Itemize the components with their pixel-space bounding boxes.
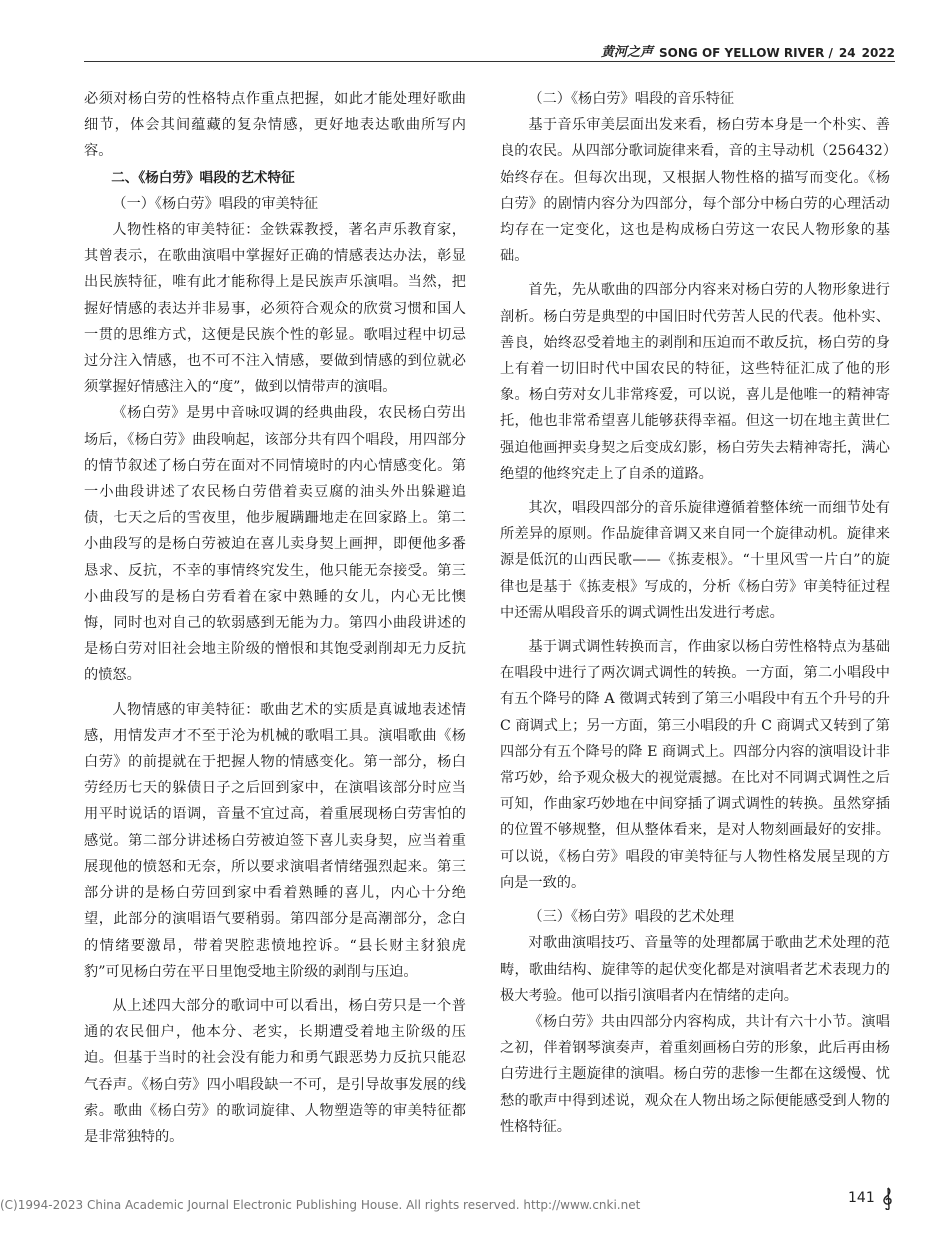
copyright-footer: (C)1994-2023 China Academic Journal Electronic Publishing House. All rights reserved. http://www.cnki.net [0,1198,641,1212]
header-rule [84,61,895,62]
treble-clef-icon [881,1186,895,1210]
subsection-heading: （一）《杨白劳》唱段的审美特征 [112,195,319,212]
paragraph: 人物性格的审美特征：金铁霖教授，著名声乐教育家，其曾表示，在歌曲演唱中掌握好正确的情感表达办法，彰显出民族特征，唯有此才能称得上是民族声乐演唱。当然，把握好情感的表达并非易事，必须符合观众的欣赏习惯和国人一贯的思维方式，这便是民族个性的彰显。歌唱过程中切忌过分注入情感，也不可不注入情感，要做到情感的到位就必须掌握好情感注入的“度”，做到以情带声的演唱。 [84,222,466,396]
paragraph: 基于音乐审美层面出发来看，杨白劳本身是一个朴实、善良的农民。从四部分歌词旋律来看，音的主导动机（256432）始终存在。但每次出现，又根据人物性格的描写而变化。《杨白劳》的剧情内容分为四部分，每个部分中杨白劳的心理活动均存在一定变化，这也是构成杨白劳这一农民人物形象的基础。 [500,117,890,265]
issue-number: 24 [838,46,856,60]
right-column [500,86,890,1140]
left-column [84,86,466,1150]
paragraph: 必须对杨白劳的性格特点作重点把握，如此才能处理好歌曲细节，体会其间蕴藏的复杂情感，更好地表达歌曲所写内容。 [84,91,466,160]
paragraph: 《杨白劳》共由四部分内容构成，共计有六十小节。演唱之初，伴着钢琴演奏声，着重刻画杨白劳的形象，此后再由杨白劳进行主题旋律的演唱。杨白劳的悲惨一生都在这缓慢、忧愁的歌声中得到述说，观众在人物出场之际便能感受到人物的性格特征。 [500,1013,890,1135]
subsection-heading: （三）《杨白劳》唱段的艺术处理 [528,909,735,926]
issue-year: 2022 [861,46,895,60]
page-number-block [848,1186,895,1210]
subsection-heading: （二）《杨白劳》唱段的音乐特征 [528,91,735,107]
paragraph: 其次，唱段四部分的音乐旋律遵循着整体统一而细节处有所差异的原则。作品旋律音调又来自同一个旋律动机。旋律来源是低沉的山西民歌——《拣麦根》。“十里风雪一片白”的旋律也是基于《拣麦根》写成的，分析《杨白劳》审美特征过程中还需从唱段音乐的调式调性出发进行考虑。 [500,500,890,621]
paragraph: 从上述四大部分的歌词中可以看出，杨白劳只是一个普通的农民佃户，他本分、老实，长期遭受着地主阶级的压迫。但基于当时的社会没有能力和勇气跟恶势力反抗只能忍气吞声。《杨白劳》四小唱段缺一不可，是引导故事发展的线索。歌曲《杨白劳》的歌词旋律、人物塑造等的审美特征都是非常独特的。 [84,997,466,1145]
paragraph: 首先，先从歌曲的四部分内容来对杨白劳的人物形象进行剖析。杨白劳是典型的中国旧时代劳苦人民的代表。他朴实、善良，始终忍受着地主的剥削和压迫而不敢反抗，杨白劳的身上有着一切旧时代中国农民的特征，这些特征汇成了他的形象。杨白劳对女儿非常疼爱，可以说，喜儿是他唯一的精神寄托，他也非常希望喜儿能够获得幸福。但这一切在地主黄世仁强迫他画押卖身契之后变成幻影，杨白劳失去精神寄托，满心绝望的他终究走上了自杀的道路。 [500,282,890,482]
paragraph: 对歌曲演唱技巧、音量等的处理都属于歌曲艺术处理的范畴，歌曲结构、旋律等的起伏变化都是对演唱者艺术表现力的极大考验。他可以指引演唱者内在情绪的走向。 [500,935,890,1004]
running-header [84,38,895,60]
journal-logo: 黄河之声 [601,45,654,60]
paragraph: 人物情感的审美特征：歌曲艺术的实质是真诚地表述情感，用情发声才不至于沦为机械的歌唱工具。演唱歌曲《杨白劳》的前提就在于把握人物的情感变化。第一部分，杨白劳经历七天的躲债日子之后回到家中，在演唱该部分时应当用平时说话的语调，音量不宜过高，着重展现杨白劳害怕的感觉。第二部分讲述杨白劳被迫签下喜儿卖身契，应当着重展现他的愤怒和无奈，所以要求演唱者情绪强烈起来。第三部分讲的是杨白劳回到家中看着熟睡的喜儿，内心十分绝望，此部分的演唱语气要稍弱。第四部分是高潮部分，念白的情绪要激昂，带着哭腔悲愤地控诉。“县长财主豺狼虎豹”可见杨白劳在平日里饱受地主阶级的剥削与压迫。 [84,701,466,980]
paragraph: 基于调式调性转换而言，作曲家以杨白劳性格特点为基础在唱段中进行了两次调式调性的转换。一方面，第二小唱段中有五个降号的降 A 徵调式转到了第三小唱段中有五个升号的升 C 商调式上；另一方面，第三小唱段的升 C 商调式又转到了第四部分有五个降号的降 E 商调式上。四部分内容的演唱设计非常巧妙，给予观众极大的视觉震撼。在比对不同调式调性之后可知，作曲家巧妙地在中间穿插了调式调性的转换。虽然穿插的位置不够规整，但从整体看来，是对人物刻画最好的安排。可以说，《杨白劳》唱段的审美特征与人物性格发展呈现的方向是一致的。 [500,639,890,891]
section-heading: 二、《杨白劳》唱段的艺术特征 [111,169,295,186]
journal-title: SONG OF YELLOW RIVER / [659,46,833,60]
paragraph: 《杨白劳》是男中音咏叹调的经典曲段，农民杨白劳出场后，《杨白劳》曲段响起，该部分共有四个唱段，用四部分的情节叙述了杨白劳在面对不同情境时的内心情感变化。第一小曲段讲述了农民杨白劳借着卖豆腐的油头外出躲避追债，七天之后的雪夜里，他步履蹒跚地走在回家路上。第二小曲段写的是杨白劳被迫在喜儿卖身契上画押，即便他多番恳求、反抗，不幸的事情终究发生，他只能无奈接受。第三小曲段写的是杨白劳看着在家中熟睡的女儿，内心无比懊悔，同时也对自己的软弱感到无能为力。第四小曲段讲述的是杨白劳对旧社会地主阶级的憎恨和其饱受剥削却无力反抗的愤怒。 [84,405,466,684]
page-number: 141 [848,1190,875,1206]
